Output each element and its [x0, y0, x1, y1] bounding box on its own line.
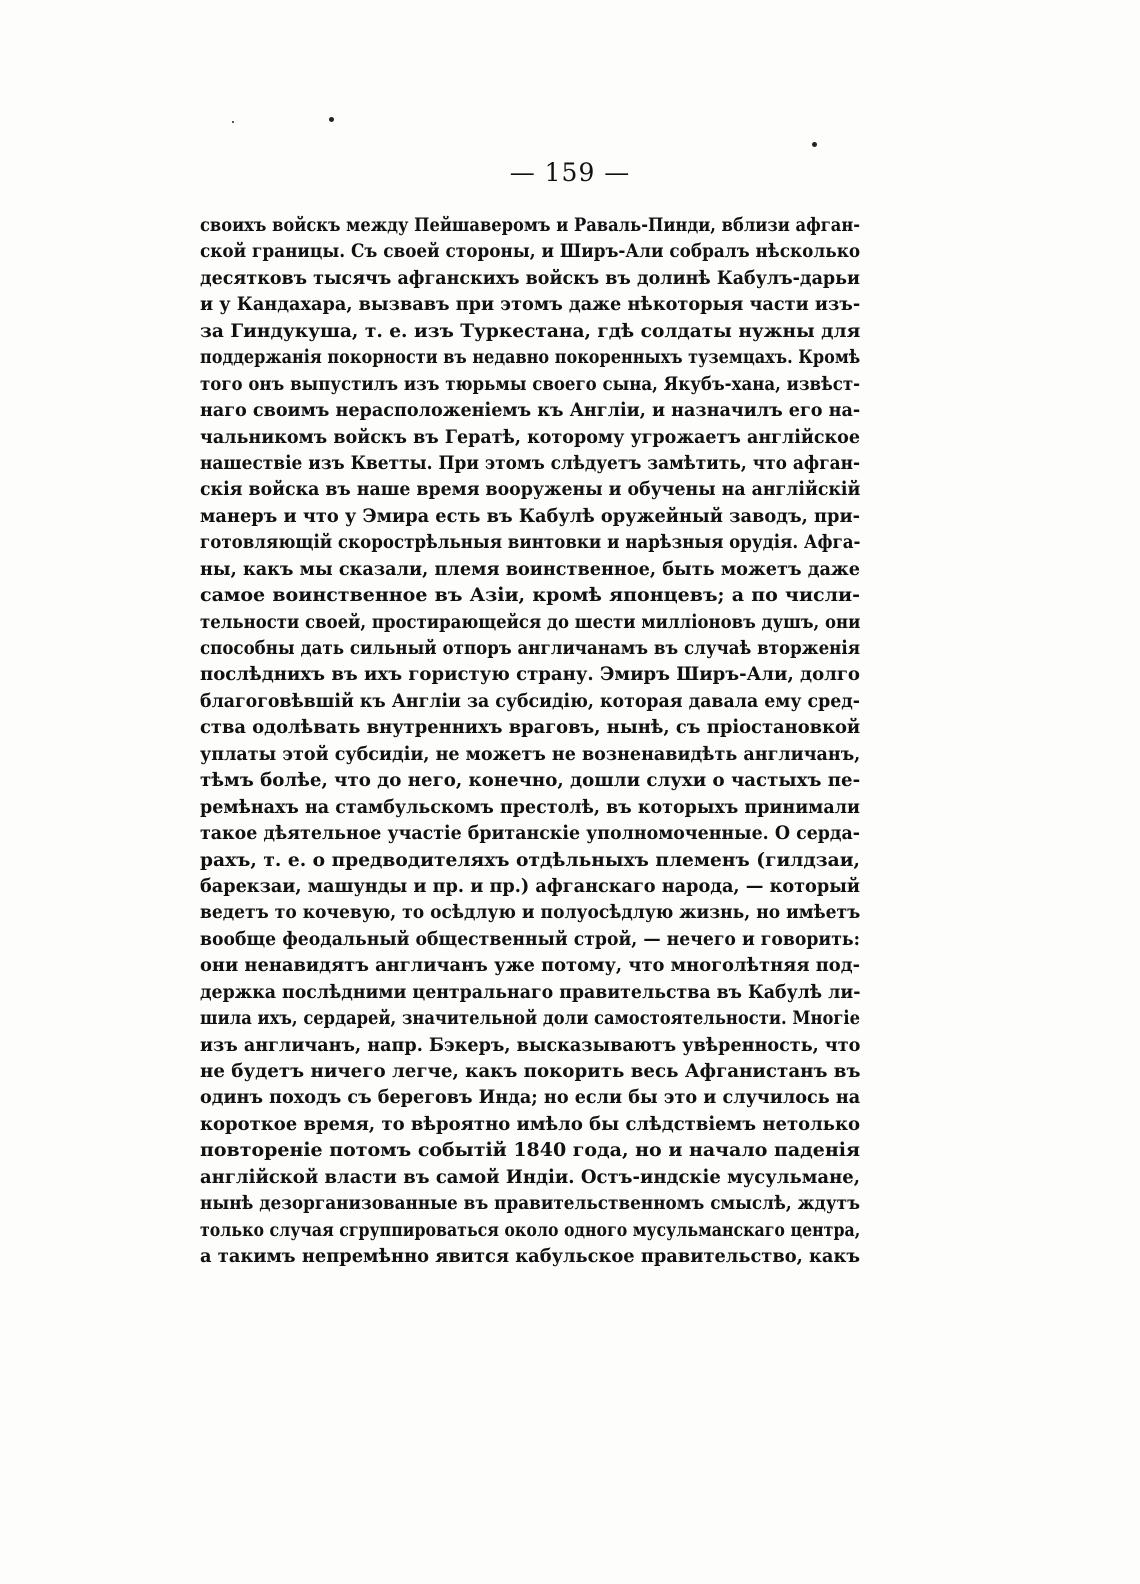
text-line: ны, какъ мы сказали, племя воинственное, быть можетъ даже [200, 557, 860, 580]
text-line: чальникомъ войскъ въ Гератѣ, которому угрожаетъ англійское [200, 425, 860, 448]
text-line: одинъ походъ съ береговъ Инда; но если бы это и случилось на [200, 1086, 861, 1109]
text-line: способны дать сильный отпоръ англичанамъ въ случаѣ вторженія [200, 637, 860, 659]
text-line: не будетъ ничего легче, какъ покорить весь Афганистанъ въ [200, 1060, 861, 1082]
text-line: а такимъ непремѣнно явится кабульское правительство, какъ [200, 1245, 860, 1268]
text-line: манеръ и что у Эмира есть въ Кабулѣ оружейный заводъ, при- [200, 504, 860, 527]
print-speck [329, 117, 334, 122]
text-line: поддержанія покорности въ недавно покоренныхъ туземцахъ. Кромѣ [200, 346, 861, 369]
text-line: уплаты этой субсидіи, не можетъ не возненавидѣть англичанъ, [200, 742, 861, 765]
text-line: того онъ выпустилъ изъ тюрьмы своего сына, Якубъ-хана, извѣст- [200, 372, 860, 395]
text-line: нашествіе изъ Кветты. При этомъ слѣдуетъ замѣтить, что афган- [200, 451, 861, 474]
text-line: за Гиндукуша, т. е. изъ Туркестана, гдѣ солдаты нужны для [200, 319, 861, 342]
text-line: ведетъ то кочевую, то осѣдлую и полуосѣдлую жизнь, но имѣетъ [200, 901, 861, 924]
text-line: держка послѣдними центральнаго правительства въ Кабулѣ ли- [200, 980, 861, 1003]
text-line: своихъ войскъ между Пейшаверомъ и Раваль-Пинди, вблизи афган- [200, 214, 860, 236]
page-number: — 159 — [509, 158, 631, 187]
text-line: изъ англичанъ, напр. Бэкеръ, высказываютъ увѣренность, что [200, 1033, 861, 1056]
text-line: благоговѣвшій къ Англіи за субсидію, которая давала ему сред- [200, 689, 860, 712]
text-line: десятковъ тысячъ афганскихъ войскъ въ долинѣ Кабулъ-дарьи [200, 266, 860, 289]
text-line: готовляющій скорострѣльныя винтовки и нарѣзныя орудія. Афга- [200, 531, 861, 554]
text-line: они ненавидятъ англичанъ уже потому, что многолѣтняя под- [200, 954, 860, 977]
text-line: повтореніе потомъ событій 1840 года, но и начало паденія [200, 1139, 860, 1162]
text-line: тельности своей, простирающейся до шести милліоновъ душъ, они [200, 610, 861, 633]
text-line: скія войска въ наше время вооружены и обучены на англійскій [200, 478, 861, 501]
text-line: тѣмъ болѣе, что до него, конечно, дошли слухи о частыхъ пе- [200, 769, 861, 792]
text-line: ства одолѣвать внутреннихъ враговъ, нынѣ, съ пріостановкой [200, 716, 861, 739]
text-line: самое воинственное въ Азіи, кромѣ японцевъ; а по числи- [200, 584, 860, 607]
text-line: послѣднихъ въ ихъ гористую страну. Эмиръ Ширъ-Али, долго [200, 663, 860, 686]
text-line: барекзаи, машунды и пр. и пр.) афганскаго народа, — который [200, 874, 860, 897]
body-text [200, 212, 860, 1270]
print-speck [812, 142, 817, 147]
text-line: наго своимъ нерасположеніемъ къ Англіи, и назначилъ его на- [200, 399, 861, 422]
text-line: ской границы. Съ своей стороны, и Ширъ-Али собралъ нѣсколько [200, 240, 861, 263]
text-line: вообще феодальный общественный строй, — нечего и говорить: [200, 927, 860, 950]
text-line: и у Кандахара, вызвавъ при этомъ даже нѣкоторыя части изъ- [200, 293, 861, 316]
text-line: такое дѣятельное участіе британскіе уполномоченные. О серда- [200, 822, 860, 845]
text-line: только случая сгруппироваться около одного мусульманскаго центра, [200, 1218, 861, 1241]
print-speck [232, 121, 234, 123]
text-line: короткое время, то вѣроятно имѣло бы слѣдствіемъ нетолько [200, 1112, 860, 1135]
text-line: шила ихъ, сердарей, значительной доли самостоятельности. Многіе [200, 1007, 860, 1030]
text-line: ремѣнахъ на стамбульскомъ престолѣ, въ которыхъ принимали [200, 795, 860, 818]
text-line: рахъ, т. е. о предводителяхъ отдѣльныхъ племенъ (гилдзаи, [200, 848, 860, 871]
text-line: нынѣ дезорганизованные въ правительственномъ смыслѣ, ждутъ [200, 1192, 860, 1215]
text-line: англійской власти въ самой Индіи. Остъ-индскіе мусульмане, [200, 1165, 860, 1188]
